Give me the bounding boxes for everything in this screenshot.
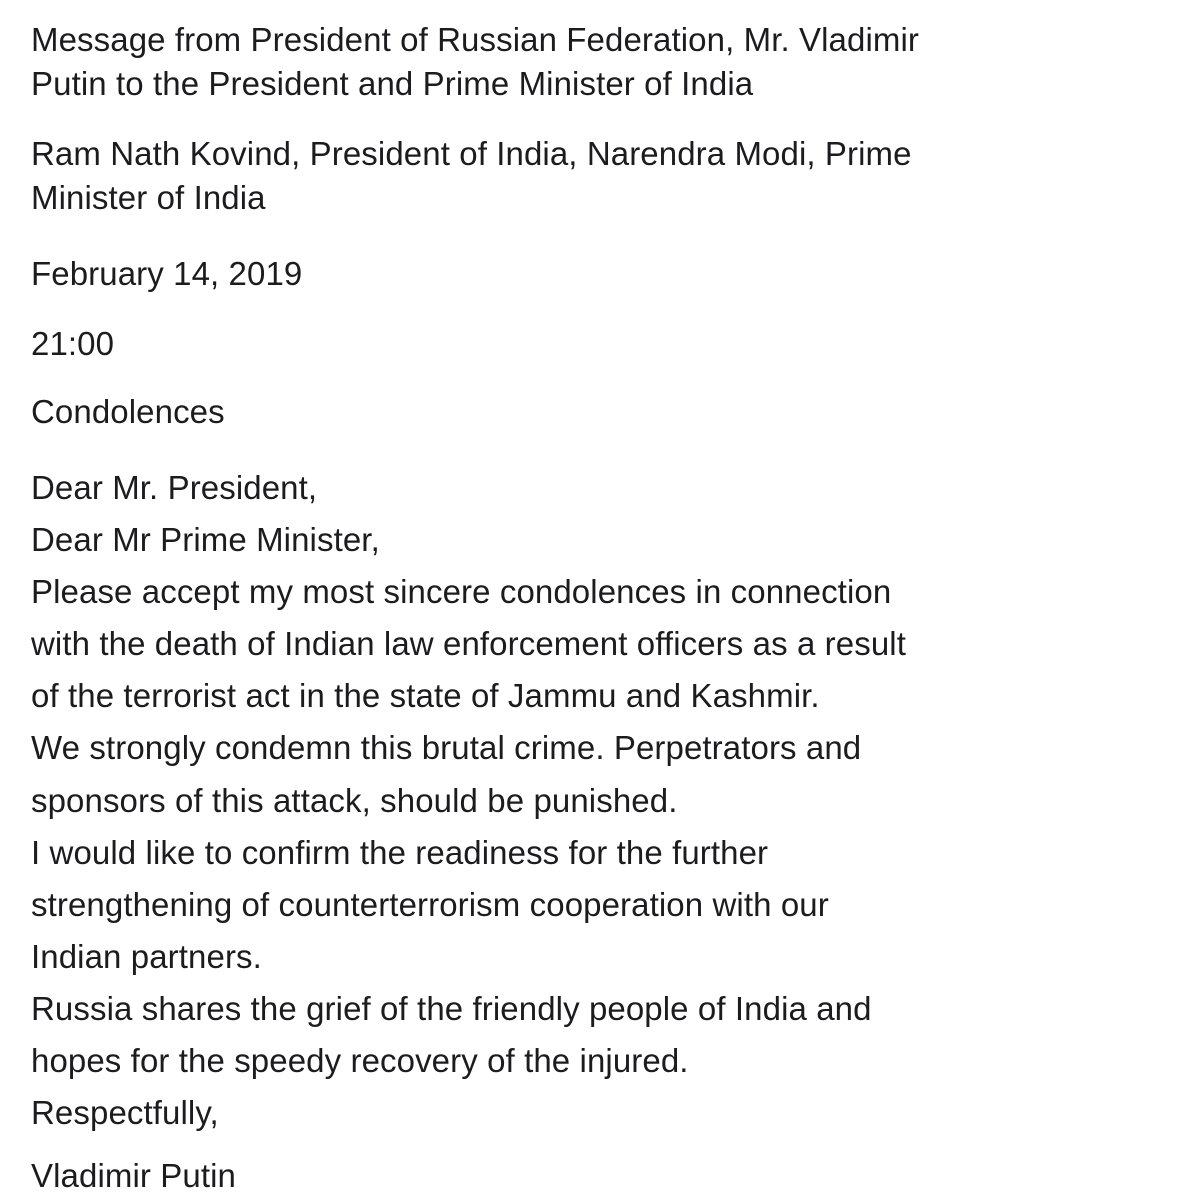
body-line: hopes for the speedy recovery of the injured. [31, 1042, 689, 1080]
message-time: 21:00 [31, 325, 115, 362]
body-line: of the terrorist act in the state of Jammu and Kashmir. [31, 677, 820, 715]
title-line: Message from President of Russian Federation, Mr. Vladimir [31, 21, 919, 58]
body-line: We strongly condemn this brutal crime. Perpetrators and [31, 729, 862, 767]
body-line: I would like to confirm the readiness for the further [31, 833, 769, 871]
message-title [31, 18, 919, 106]
body-line: Indian partners. [31, 937, 262, 975]
body-line: strengthening of counterterrorism cooperation with our [31, 885, 829, 923]
body-line: Respectfully, [31, 1094, 219, 1132]
body-line: Dear Mr Prime Minister, [31, 521, 380, 559]
body-line: Russia shares the grief of the friendly people of India and [31, 989, 872, 1027]
message-body [31, 462, 906, 1139]
message-subject: Condolences [31, 393, 225, 430]
signature: Vladimir Putin [31, 1157, 236, 1194]
body-line: with the death of Indian law enforcement officers as a result [31, 625, 906, 663]
recipients-line: Ram Nath Kovind, President of India, Narendra Modi, Prime [31, 135, 912, 172]
recipients-line: Minister of India [31, 179, 266, 216]
message-date: February 14, 2019 [31, 255, 303, 292]
body-line: Please accept my most sincere condolences in connection [31, 573, 892, 611]
title-line: Putin to the President and Prime Minister of India [31, 65, 754, 102]
body-line: sponsors of this attack, should be punished. [31, 781, 678, 819]
body-line: Dear Mr. President, [31, 469, 318, 506]
recipients [31, 132, 912, 220]
